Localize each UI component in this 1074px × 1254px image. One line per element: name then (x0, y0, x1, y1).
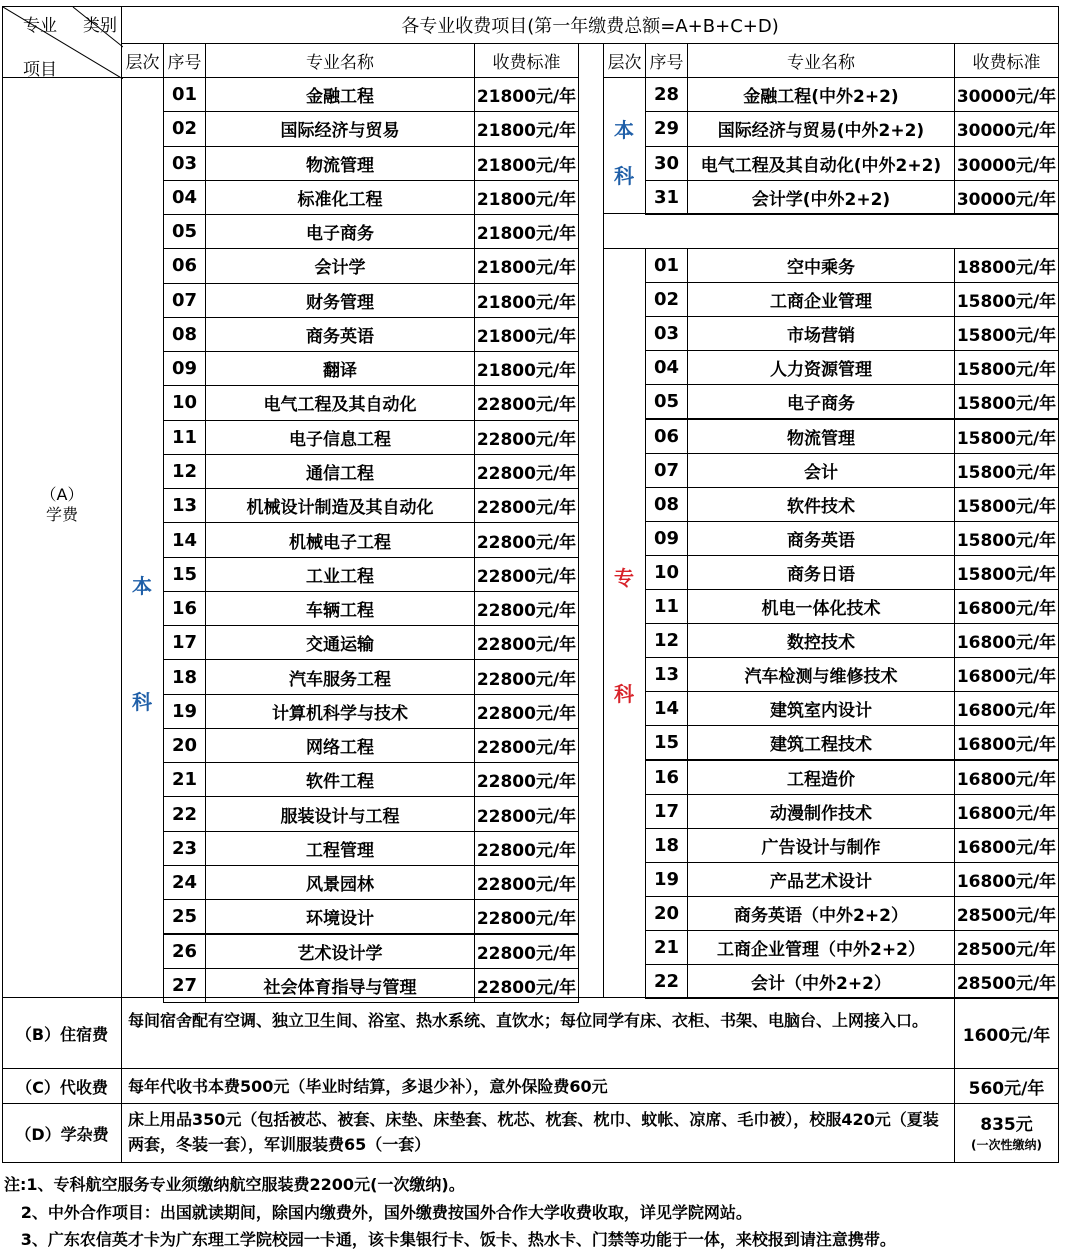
left-row-index: 20 (163, 728, 206, 763)
right-level-zhuan-cell (603, 248, 646, 998)
right-zhuan-row-fee: 18800元/年 (954, 248, 1059, 283)
left-row-name: 国际经济与贸易 (205, 111, 475, 146)
right-zhuan-row-name: 动漫制作技术 (687, 794, 955, 829)
left-row-index: 27 (163, 968, 206, 1003)
right-zhuan-row-name: 商务英语（中外2+2） (687, 896, 955, 931)
corner-header (2, 6, 122, 78)
left-row-name: 财务管理 (205, 283, 475, 318)
left-row-index: 05 (163, 214, 206, 249)
right-zhuan-row-fee: 16800元/年 (954, 862, 1059, 897)
header-level-left: 层次 (121, 43, 164, 78)
left-row-fee: 21800元/年 (474, 180, 579, 215)
right-zhuan-row-index: 15 (645, 725, 688, 760)
right-zhuan-row-index: 03 (645, 316, 688, 351)
right-level-ke: 科 (614, 164, 634, 188)
left-row-index: 10 (163, 385, 206, 420)
right-zhuan-row-fee: 28500元/年 (954, 896, 1059, 931)
right-ben-row-fee: 30000元/年 (954, 111, 1059, 146)
right-zhuan-row-index: 07 (645, 453, 688, 488)
right-zhuan-row-index: 12 (645, 623, 688, 658)
right-zhuan-row-index: 06 (645, 419, 688, 454)
left-row-name: 金融工程 (205, 77, 475, 112)
left-row-name: 车辆工程 (205, 591, 475, 626)
right-zhuan-row-name: 产品艺术设计 (687, 862, 955, 897)
fee-c-desc: 每年代收书本费500元（毕业时结算，多退少补），意外保险费60元 (128, 1077, 608, 1096)
right-zhuan-row-fee: 15800元/年 (954, 555, 1059, 590)
left-row-fee: 22800元/年 (474, 557, 579, 592)
right-ben-row-index: 31 (645, 180, 688, 215)
right-zhuan-row-fee: 16800元/年 (954, 589, 1059, 624)
right-zhuan-row-index: 01 (645, 248, 688, 283)
right-zhuan-row-fee: 16800元/年 (954, 657, 1059, 692)
right-ben-row-index: 30 (645, 146, 688, 181)
right-zhuan-row-name: 电子商务 (687, 384, 955, 419)
left-row-index: 02 (163, 111, 206, 146)
right-zhuan-row-name: 汽车检测与维修技术 (687, 657, 955, 692)
right-zhuan-row-index: 04 (645, 350, 688, 385)
left-row-fee: 22800元/年 (474, 762, 579, 797)
fee-d-amount-note: (一次性缴纳) (971, 1138, 1042, 1152)
right-zhuan-row-fee: 16800元/年 (954, 828, 1059, 863)
right-level-zhuan: 专 (614, 566, 634, 590)
right-ben-row-name: 会计学(中外2+2) (687, 180, 955, 215)
header-name-left: 专业名称 (205, 43, 475, 78)
left-row-name: 商务英语 (205, 317, 475, 352)
left-row-index: 18 (163, 659, 206, 694)
corner-major: 专业 (23, 16, 57, 36)
right-zhuan-row-fee: 28500元/年 (954, 930, 1059, 965)
left-row-name: 风景园林 (205, 865, 475, 900)
corner-category: 类别 (83, 16, 117, 36)
fee-d-amount: 835元 (980, 1115, 1033, 1135)
right-zhuan-row-name: 会计（中外2+2） (687, 964, 955, 999)
right-zhuan-row-index: 17 (645, 794, 688, 829)
right-level-ben-cell (603, 77, 646, 214)
note-2: 2、中外合作项目：出国就读期间，除国内缴费外，国外缴费按国外合作大学收费收取，详见学院网站。 (4, 1203, 752, 1222)
left-row-index: 09 (163, 351, 206, 386)
right-zhuan-row-name: 商务英语 (687, 521, 955, 556)
right-zhuan-row-fee: 16800元/年 (954, 794, 1059, 829)
right-zhuan-row-index: 19 (645, 862, 688, 897)
left-row-index: 11 (163, 420, 206, 455)
left-row-fee: 22800元/年 (474, 728, 579, 763)
right-zhuan-row-fee: 15800元/年 (954, 521, 1059, 556)
header-index-right: 序号 (645, 43, 688, 78)
right-zhuan-row-name: 物流管理 (687, 419, 955, 454)
right-zhuan-row-name: 机电一体化技术 (687, 589, 955, 624)
right-ben-row-name: 金融工程(中外2+2) (687, 77, 955, 112)
header-fee-right: 收费标准 (954, 43, 1059, 78)
left-row-fee: 22800元/年 (474, 454, 579, 489)
left-row-index: 15 (163, 557, 206, 592)
right-zhuan-row-name: 商务日语 (687, 555, 955, 590)
left-row-index: 26 (163, 934, 206, 969)
tuition-cell (2, 77, 122, 998)
left-row-index: 25 (163, 899, 206, 934)
left-row-index: 06 (163, 248, 206, 283)
right-zhuan-row-fee: 16800元/年 (954, 725, 1059, 760)
note-3: 3、广东农信英才卡为广东理工学院校园一卡通，该卡集银行卡、饭卡、热水卡、门禁等功能于一体，来校报到请注意携带。 (4, 1230, 896, 1249)
right-zhuan-row-fee: 16800元/年 (954, 760, 1059, 795)
right-zhuan-row-fee: 15800元/年 (954, 453, 1059, 488)
note-1: 注:1、专科航空服务专业须缴纳航空服装费2200元(一次缴纳)。 (4, 1175, 465, 1194)
right-zhuan-row-name: 建筑室内设计 (687, 691, 955, 726)
left-row-name: 翻译 (205, 351, 475, 386)
left-row-fee: 21800元/年 (474, 248, 579, 283)
right-zhuan-row-index: 05 (645, 384, 688, 419)
left-row-name: 服装设计与工程 (205, 796, 475, 831)
left-row-name: 艺术设计学 (205, 934, 475, 969)
left-row-name: 标准化工程 (205, 180, 475, 215)
tuition-label: （A） 学费 (40, 485, 84, 524)
header-fee-left: 收费标准 (474, 43, 579, 78)
right-level-zhuan-ke: 科 (614, 682, 634, 706)
left-row-index: 07 (163, 283, 206, 318)
left-row-fee: 21800元/年 (474, 77, 579, 112)
right-ben-row-index: 29 (645, 111, 688, 146)
header-name-right: 专业名称 (687, 43, 955, 78)
left-row-fee: 22800元/年 (474, 522, 579, 557)
right-zhuan-row-name: 建筑工程技术 (687, 725, 955, 760)
left-row-name: 通信工程 (205, 454, 475, 489)
left-row-index: 17 (163, 625, 206, 660)
left-row-name: 软件工程 (205, 762, 475, 797)
right-zhuan-row-index: 14 (645, 691, 688, 726)
left-row-fee: 22800元/年 (474, 831, 579, 866)
table-title: 各专业收费项目(第一年缴费总额=A+B+C+D) (121, 6, 1059, 44)
left-row-index: 03 (163, 146, 206, 181)
right-zhuan-row-index: 11 (645, 589, 688, 624)
left-row-index: 01 (163, 77, 206, 112)
right-zhuan-row-index: 16 (645, 760, 688, 795)
right-zhuan-row-name: 广告设计与制作 (687, 828, 955, 863)
right-zhuan-row-index: 20 (645, 896, 688, 931)
right-zhuan-row-index: 02 (645, 282, 688, 317)
right-ben-row-name: 电气工程及其自动化(中外2+2) (687, 146, 955, 181)
fee-d-label: （D）学杂费 (2, 1103, 122, 1163)
left-row-fee: 22800元/年 (474, 968, 579, 1003)
right-zhuan-row-fee: 15800元/年 (954, 384, 1059, 419)
left-row-name: 工程管理 (205, 831, 475, 866)
left-row-name: 计算机科学与技术 (205, 694, 475, 729)
left-row-fee: 22800元/年 (474, 420, 579, 455)
left-row-name: 物流管理 (205, 146, 475, 181)
right-ben-row-fee: 30000元/年 (954, 77, 1059, 112)
right-zhuan-row-name: 工商企业管理（中外2+2） (687, 930, 955, 965)
left-row-index: 22 (163, 796, 206, 831)
fee-d-desc: 床上用品350元（包括被芯、被套、床垫、床垫套、枕芯、枕套、枕巾、蚊帐、凉席、毛巾被），校服420元（夏装两套，冬装一套），军训服装费65（一套） (128, 1110, 939, 1154)
right-zhuan-row-index: 21 (645, 930, 688, 965)
left-row-fee: 22800元/年 (474, 694, 579, 729)
right-zhuan-row-fee: 15800元/年 (954, 487, 1059, 522)
right-zhuan-row-index: 10 (645, 555, 688, 590)
left-row-index: 12 (163, 454, 206, 489)
left-row-fee: 22800元/年 (474, 865, 579, 900)
left-row-name: 会计学 (205, 248, 475, 283)
left-row-name: 电子商务 (205, 214, 475, 249)
left-row-name: 汽车服务工程 (205, 659, 475, 694)
left-row-fee: 22800元/年 (474, 659, 579, 694)
left-row-name: 社会体育指导与管理 (205, 968, 475, 1003)
left-level-cell (121, 77, 164, 998)
left-row-index: 13 (163, 488, 206, 523)
fee-b-desc: 每间宿舍配有空调、独立卫生间、浴室、热水系统、直饮水；每位同学有床、衣柜、书架、电脑台、上网接入口。 (128, 1011, 929, 1030)
right-level-ben: 本 (614, 118, 634, 142)
left-row-fee: 21800元/年 (474, 317, 579, 352)
corner-item: 项目 (23, 60, 57, 80)
left-row-index: 21 (163, 762, 206, 797)
right-zhuan-row-name: 软件技术 (687, 487, 955, 522)
left-row-index: 16 (163, 591, 206, 626)
fee-b-label: （B）住宿费 (2, 997, 122, 1069)
left-row-index: 08 (163, 317, 206, 352)
left-row-fee: 21800元/年 (474, 111, 579, 146)
left-row-name: 环境设计 (205, 899, 475, 934)
right-zhuan-row-fee: 16800元/年 (954, 623, 1059, 658)
fee-c-amount: 560元/年 (954, 1068, 1059, 1104)
right-zhuan-row-name: 工商企业管理 (687, 282, 955, 317)
right-zhuan-row-index: 13 (645, 657, 688, 692)
right-zhuan-row-index: 18 (645, 828, 688, 863)
left-row-name: 电子信息工程 (205, 420, 475, 455)
left-row-fee: 22800元/年 (474, 625, 579, 660)
left-row-fee: 22800元/年 (474, 796, 579, 831)
left-level-ben: 本 (132, 574, 152, 598)
right-ben-row-index: 28 (645, 77, 688, 112)
left-row-fee: 21800元/年 (474, 214, 579, 249)
left-row-fee: 21800元/年 (474, 146, 579, 181)
right-ben-row-fee: 30000元/年 (954, 180, 1059, 215)
header-level-right: 层次 (603, 43, 646, 78)
left-row-index: 14 (163, 522, 206, 557)
left-row-fee: 22800元/年 (474, 899, 579, 934)
left-row-index: 04 (163, 180, 206, 215)
left-row-name: 电气工程及其自动化 (205, 385, 475, 420)
left-row-fee: 22800元/年 (474, 934, 579, 969)
left-row-fee: 22800元/年 (474, 591, 579, 626)
left-row-index: 19 (163, 694, 206, 729)
right-zhuan-row-name: 会计 (687, 453, 955, 488)
right-ben-row-name: 国际经济与贸易(中外2+2) (687, 111, 955, 146)
fee-b-amount: 1600元/年 (954, 997, 1059, 1069)
left-row-fee: 22800元/年 (474, 488, 579, 523)
left-row-fee: 22800元/年 (474, 385, 579, 420)
right-blank-row (603, 213, 1059, 249)
left-row-index: 24 (163, 865, 206, 900)
left-row-name: 机械设计制造及其自动化 (205, 488, 475, 523)
right-zhuan-row-fee: 28500元/年 (954, 964, 1059, 999)
right-zhuan-row-name: 人力资源管理 (687, 350, 955, 385)
left-row-name: 交通运输 (205, 625, 475, 660)
right-zhuan-row-index: 08 (645, 487, 688, 522)
right-zhuan-row-name: 数控技术 (687, 623, 955, 658)
left-row-fee: 21800元/年 (474, 283, 579, 318)
right-zhuan-row-index: 22 (645, 964, 688, 999)
right-ben-row-fee: 30000元/年 (954, 146, 1059, 181)
right-zhuan-row-name: 空中乘务 (687, 248, 955, 283)
right-zhuan-row-fee: 15800元/年 (954, 350, 1059, 385)
header-index-left: 序号 (163, 43, 206, 78)
right-zhuan-row-fee: 15800元/年 (954, 419, 1059, 454)
right-zhuan-row-fee: 15800元/年 (954, 316, 1059, 351)
left-row-name: 机械电子工程 (205, 522, 475, 557)
left-row-index: 23 (163, 831, 206, 866)
gap-column (578, 43, 604, 998)
right-zhuan-row-name: 工程造价 (687, 760, 955, 795)
right-zhuan-row-index: 09 (645, 521, 688, 556)
right-zhuan-row-name: 市场营销 (687, 316, 955, 351)
left-row-name: 工业工程 (205, 557, 475, 592)
right-zhuan-row-fee: 16800元/年 (954, 691, 1059, 726)
right-zhuan-row-fee: 15800元/年 (954, 282, 1059, 317)
left-row-name: 网络工程 (205, 728, 475, 763)
left-row-fee: 21800元/年 (474, 351, 579, 386)
left-level-ke: 科 (132, 690, 152, 714)
fee-c-label: （C）代收费 (2, 1068, 122, 1104)
